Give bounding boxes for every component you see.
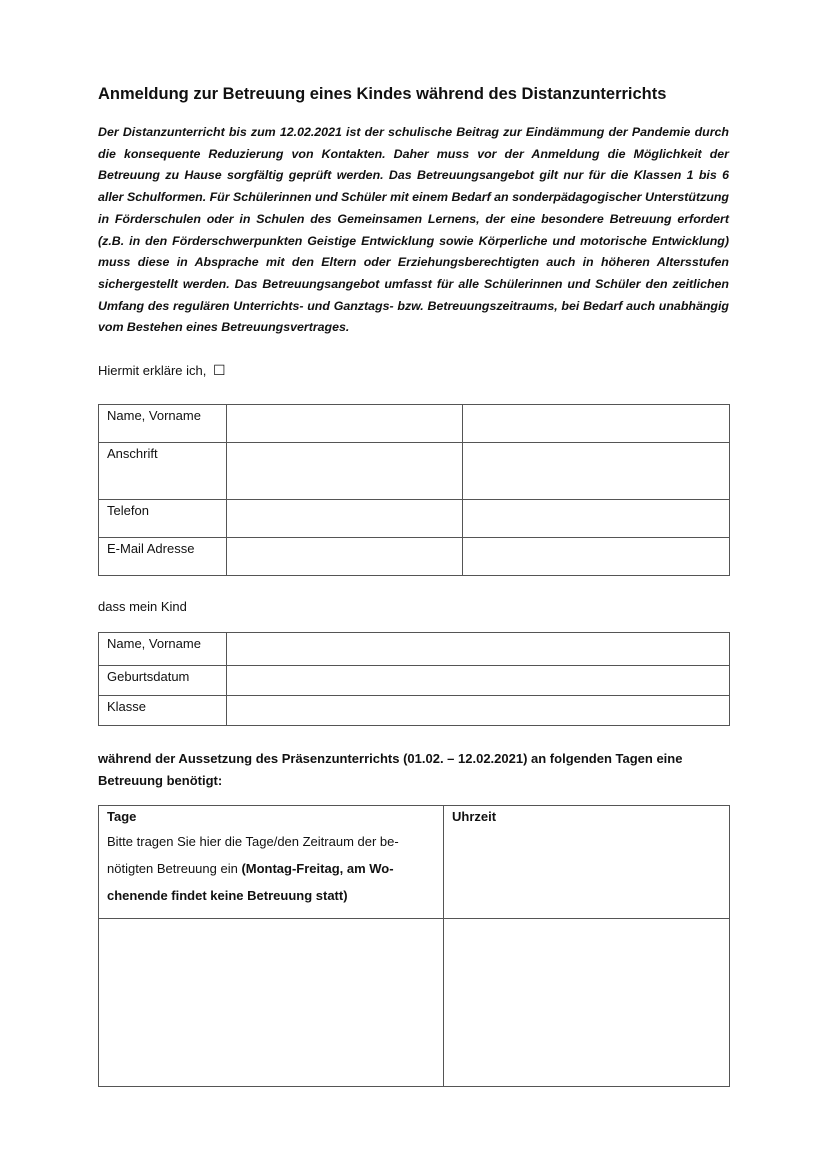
field-label: Geburtsdatum [99,666,227,696]
child-birthdate-input[interactable] [227,666,730,696]
time-header: Uhrzeit [452,809,497,824]
field-label: Name, Vorname [99,405,227,443]
days-hint [107,828,435,909]
table-row [99,633,730,666]
page-title: Anmeldung zur Betreuung eines Kindes während des Distanzunterrichts [98,85,667,103]
parent-name-input-2[interactable] [463,405,730,443]
parent-email-input-1[interactable] [227,538,463,576]
days-header: Tage [107,809,137,824]
child-class-input[interactable] [227,696,730,726]
child-intro: dass mein Kind [98,599,187,614]
child-name-input[interactable] [227,633,730,666]
field-label: Klasse [99,696,227,726]
days-input[interactable] [99,919,444,1087]
table-row [99,405,730,443]
time-input[interactable] [444,919,730,1087]
intro-paragraph: Der Distanzunterricht bis zum 12.02.2021 ist der schulische Beitrag zur Eindämmung der Pandemie durch die konsequente Reduzierung von Kontakten. Daher muss vor der Anmeldung die Möglichkeit der Betreuung zu Hause sorgfältig geprüft werden. Das Betreuungsangebot gilt nur für die Klassen 1 bis 6 aller Schulformen. Für Schülerinnen und Schüler mit einem Bedarf an sonderpädagogischer Unterstützung in Förderschulen oder in Schulen des Gemeinsamen Lernens, der eine besondere Betreuung erfordert (z.B. in den Förderschwerpunkten Geistige Entwicklung sowie Körperliche und motorische Entwicklung) muss diese in Absprache mit den Eltern oder Erziehungsberechtigten auch in höheren Altersstufen sichergestellt werden. Das Betreuungsangebot umfasst für alle Schülerinnen und Schüler den zeitlichen Umfang des regulären Unterrichts- und Ganztags- bzw. Betreuungszeitraums, bei Bedarf auch unabhängig vom Bestehen eines Betreuungsvertrages. [98,125,729,335]
child-info-table [98,632,730,726]
declaration-text: Hiermit erkläre ich, [98,363,207,378]
declaration-line [98,362,226,379]
care-days-table [98,805,730,1087]
days-hint-bold: (Montag-Freitag, am Wo-chenende findet keine Betreuung statt) [107,861,394,903]
table-row [99,919,730,1087]
parent-email-input-2[interactable] [463,538,730,576]
days-hint-plain: Bitte tragen Sie hier die Tage/den Zeitraum der be-nötigten Betreuung ein [107,834,399,876]
parent-info-table [98,404,730,576]
field-label: E-Mail Adresse [99,538,227,576]
table-row [99,806,730,919]
declaration-checkbox[interactable]: ☐ [212,362,226,378]
time-header-cell [444,806,730,919]
care-need-text: während der Aussetzung des Präsenzunterrichts (01.02. – 12.02.2021) an folgenden Tagen eine Betreuung benötigt: [98,751,683,788]
table-row [99,443,730,500]
table-row [99,538,730,576]
field-label: Name, Vorname [99,633,227,666]
table-row [99,666,730,696]
parent-address-input-1[interactable] [227,443,463,500]
parent-phone-input-1[interactable] [227,500,463,538]
table-row [99,500,730,538]
days-header-cell [99,806,444,919]
parent-name-input-1[interactable] [227,405,463,443]
field-label: Anschrift [99,443,227,500]
parent-phone-input-2[interactable] [463,500,730,538]
parent-address-input-2[interactable] [463,443,730,500]
table-row [99,696,730,726]
field-label: Telefon [99,500,227,538]
